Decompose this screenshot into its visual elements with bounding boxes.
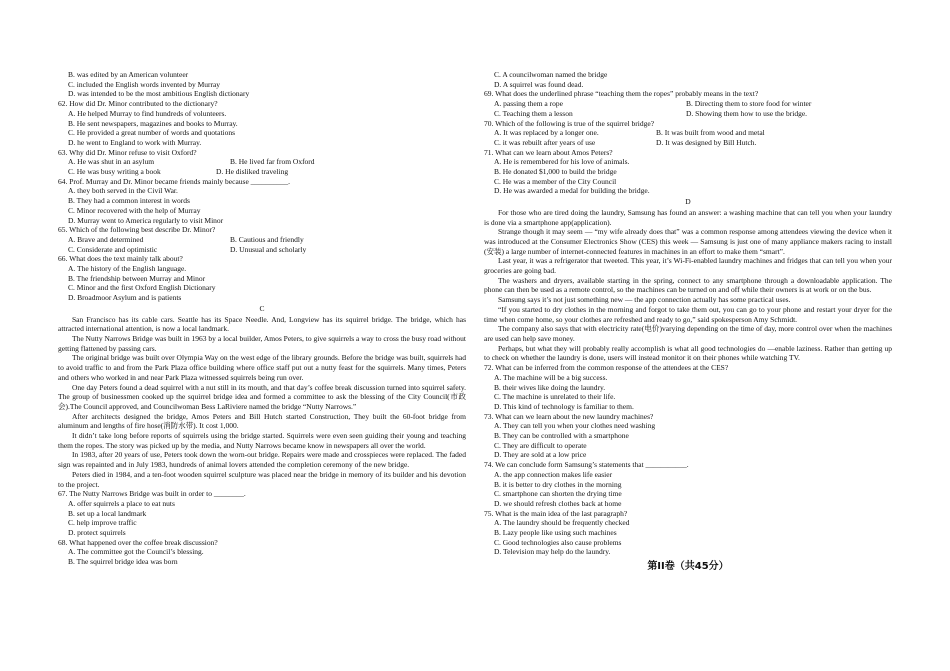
option-text: A. The machine will be a big success. xyxy=(494,372,608,382)
passage-paragraph: Perhaps, but what they will probably really accomplish is what all good technologies do —enable laziness. Rather than getting up to check on whether the laundry is done, users will instead monitor it on their phones while watching TV. xyxy=(484,343,892,363)
passage-paragraph: San Francisco has its cable cars. Seattle has its Space Needle. And, Longview has its squirrel bridge. The bridge, which has attracted international attention, is now a local landmark. xyxy=(58,314,466,334)
option-text: B. it is better to dry clothes in the morning xyxy=(494,479,622,489)
question-stem: 70. Which of the following is true of the squirrel bridge? xyxy=(484,118,655,128)
left-column xyxy=(58,70,466,567)
passage-paragraph: After architects designed the bridge, Amos Peters and Bill Hutch started Construction, They built the 60-foot bridge from aluminum and lengths of fire hose(消防水带). It cost 1,000. xyxy=(58,411,466,431)
passage-paragraph: In 1983, after 20 years of use, Peters took down the worn-out bridge. Repairs were made and crosspieces were replaced. The faded sign was repainted and in July 1983, hundreds of animal lovers attended the completion ceremony of the new bridge. xyxy=(58,450,466,470)
question-stem: 63. Why did Dr. Minor refuse to visit Oxford? xyxy=(58,147,197,157)
right-questions-top xyxy=(484,70,892,196)
passage-paragraph: The original bridge was built over Olympia Way on the west edge of the library grounds. Before the bridge was built, squirrels had to avoid traffic to and from the Park Plaza office building where office staff put out a nutty feast for the squirrels. Many times, Peters and others who worked in and near Park Plaza witnessed squirrels being run over. xyxy=(58,353,466,382)
question-stem: 65. Which of the following best describe Dr. Minor? xyxy=(58,225,216,235)
option-text: C. Teaching them a lesson xyxy=(494,108,573,118)
option-text: B. was edited by an American volunteer xyxy=(68,70,189,79)
option-text: B. He donated $1,000 to build the bridge xyxy=(494,167,617,177)
option-text: C. help improve traffic xyxy=(68,518,137,528)
passage-paragraph: It didn’t take long before reports of squirrels using the bridge started. Squirrels were even seen guiding their young and teaching them the ropes. The story was picked up by the media, and Nutty Narrows became know in newspapers all over the world. xyxy=(58,431,466,450)
option-text: C. Good technologies also cause problems xyxy=(494,537,622,547)
option-text: D. Television may help do the laundry. xyxy=(494,547,611,557)
question-stem: 74. We can conclude form Samsung’s statements that ___________. xyxy=(484,460,689,470)
passage-paragraph: Strange though it may seem — “my wife already does that” was a common response among attendees viewing the device when it was introduced at the Consumer Electronics Show (CES) this week — Samsung is just one of many appliance makers racing to install (安装) a large number of internet-connected features in machines in an effort to make them “smart”. xyxy=(484,227,892,256)
option-text: A. They can tell you when your clothes need washing xyxy=(494,421,656,431)
option-text: C. He provided a great number of words and quotations xyxy=(68,128,236,138)
option-row xyxy=(484,128,892,138)
section-c-heading: C xyxy=(259,303,265,313)
option-text: C. it was rebuilt after years of use xyxy=(494,137,596,147)
option-text: C. Minor and the first Oxford English Dictionary xyxy=(68,283,216,293)
option-text: A. The committee got the Council’s blessing. xyxy=(68,547,204,557)
option-row xyxy=(58,235,466,245)
option-text: B. They had a common interest in words xyxy=(68,196,190,206)
option-text: B. The squirrel bridge idea was born xyxy=(68,557,178,567)
option-row xyxy=(484,109,892,119)
option-text: B. The friendship between Murray and Minor xyxy=(68,273,206,283)
option-text: B. Cautious and friendly xyxy=(230,234,304,244)
question-stem: 72. What can be inferred from the common response of the attendees at the CES? xyxy=(484,363,729,373)
option-text: A. offer squirrels a place to eat nuts xyxy=(68,498,175,508)
right-questions-bottom xyxy=(484,363,892,557)
left-questions-bottom xyxy=(58,489,466,567)
question-stem: 62. How did Dr. Minor contributed to the dictionary? xyxy=(58,99,218,109)
option-text: A. Brave and determined xyxy=(68,234,144,244)
option-text: C. He was a member of the City Council xyxy=(494,176,617,186)
option-text: A. passing them a rope xyxy=(494,99,563,109)
question-stem: 68. What happened over the coffee break discussion? xyxy=(58,537,218,547)
option-row xyxy=(58,157,466,167)
question-stem: 66. What does the text mainly talk about? xyxy=(58,254,183,264)
option-text: D. He was awarded a medal for building the bridge. xyxy=(494,186,650,196)
option-text: C. The machine is unrelated to their life. xyxy=(494,392,616,402)
passage-paragraph: The washers and dryers, available starting in the spring, connect to any smartphone through a downloadable application. The phone can then be used as a remote control, so the machines can be turned on and off while their owners is at work or on the bus. xyxy=(484,275,892,295)
option-text: C. They are difficult to operate xyxy=(494,440,587,450)
option-text: D. It was designed by Bill Hutch. xyxy=(656,137,757,147)
left-questions-top xyxy=(58,70,466,303)
option-text: D. he went to England to work with Murray. xyxy=(68,137,202,147)
option-row xyxy=(484,99,892,109)
option-row xyxy=(58,167,466,177)
passage-paragraph: “If you started to dry clothes in the morning and forgot to take them out, you can go to your phone and restart your dryer for the time when come home, so your clothes are refreshed and ready to go,” said spokesperson Amy Schmidt. xyxy=(484,304,892,324)
question-stem: 69. What does the underlined phrase “teaching them the ropes” probably means in the text? xyxy=(484,89,759,99)
option-text: A. He was shut in an asylum xyxy=(68,157,155,167)
option-text: C. smartphone can shorten the drying time xyxy=(494,489,622,499)
right-column xyxy=(484,70,892,572)
question-stem: 73. What can we learn about the new laundry machines? xyxy=(484,411,654,421)
option-text: B. He lived far from Oxford xyxy=(230,157,315,167)
passage-paragraph: The Nutty Narrows Bridge was built in 1963 by a local builder, Amos Peters, to give squirrels a way to cross the busy road without getting flattened by passing cars. xyxy=(58,333,466,353)
option-row xyxy=(58,245,466,255)
option-text: C. Minor recovered with the help of Murray xyxy=(68,205,201,215)
passage-paragraph: For those who are tired doing the laundry, Samsung has found an answer: a washing machine that can tell you when your laundry is done via a smartphone app(application). xyxy=(484,207,892,227)
option-text: B. Lazy people like using such machines xyxy=(494,528,617,538)
option-text: A. He helped Murray to find hundreds of volunteers. xyxy=(68,108,227,118)
passage-paragraph: Samsung says it’s not just something new — the app connection actually has some practical uses. xyxy=(498,295,791,305)
option-text: A. they both served in the Civil War. xyxy=(68,186,178,196)
option-text: D. protect squirrels xyxy=(68,528,126,538)
option-text: D. Broadmoor Asylum and is patients xyxy=(68,293,182,303)
question-stem: 64. Prof. Murray and Dr. Minor became friends mainly because __________. xyxy=(58,176,291,186)
option-text: A. the app connection makes life easier xyxy=(494,469,613,479)
option-text: A. The laundry should be frequently checked xyxy=(494,518,630,528)
passage-paragraph: Peters died in 1984, and a ten-foot wooden squirrel sculpture was placed near the bridge in memory of its builder and his devotion to the project. xyxy=(58,469,466,489)
question-stem: 71. What can we learn about Amos Peters? xyxy=(484,147,613,157)
option-text: D. was intended to be the most ambitious English dictionary xyxy=(68,89,250,99)
option-text: A. The history of the English language. xyxy=(68,264,187,274)
option-text: D. This kind of technology is familiar to them. xyxy=(494,401,634,411)
question-stem: 75. What is the main idea of the last paragraph? xyxy=(484,508,628,518)
option-text: B. It was built from wood and metal xyxy=(656,128,765,138)
option-text: D. Unusual and scholarly xyxy=(230,244,307,254)
question-stem: 67. The Nutty Narrows Bridge was built in order to ________. xyxy=(58,489,246,499)
passage-paragraph: Last year, it was a refrigerator that tweeted. This year, it’s Wi-Fi-enabled laundry machines and fridges that can tell you when your groceries are going bad. xyxy=(484,256,892,276)
option-text: D. He disliked traveling xyxy=(216,167,289,177)
option-text: B. set up a local landmark xyxy=(68,508,147,518)
option-text: B. They can be controlled with a smartphone xyxy=(494,431,629,441)
option-text: B. He sent newspapers, magazines and books to Murray. xyxy=(68,118,238,128)
option-row xyxy=(484,138,892,148)
option-text: B. Directing them to store food for winter xyxy=(686,99,812,109)
option-text: A. He is remembered for his love of animals. xyxy=(494,157,630,167)
option-text: D. They are sold at a low price xyxy=(494,450,587,460)
section-d-heading: D xyxy=(685,197,691,207)
option-text: C. He was busy writing a book xyxy=(68,167,161,177)
option-text: D. Murray went to America regularly to visit Minor xyxy=(68,215,224,225)
option-text: D. A squirrel was found dead. xyxy=(494,79,584,89)
part-two-title: 第II卷（共45分） xyxy=(647,561,729,573)
passage-c xyxy=(58,315,466,490)
passage-paragraph: The company also says that with electricity rate(电价)varying depending on the time of day, more control over when the machines are used can help save money. xyxy=(484,324,892,343)
passage-paragraph: One day Peters found a dead squirrel with a nut still in its mouth, and that day’s coffee break discussion turned into squirrel safety. The group of businessmen cooked up the squirrel bridge idea and formed a committee to ask the blessing of the City Council(市政会).The Council approved, and Councilwoman Bess LaRiviere named the bridge “Nutty Narrows.” xyxy=(58,382,466,411)
option-text: C. A councilwoman named the bridge xyxy=(494,70,608,79)
option-text: B. their wives like doing the laundry. xyxy=(494,382,606,392)
option-text: C. Considerate and optimistic xyxy=(68,244,158,254)
passage-d xyxy=(484,208,892,363)
option-text: A. It was replaced by a longer one. xyxy=(494,128,599,138)
option-text: D. we should refresh clothes back at home xyxy=(494,498,622,508)
option-text: D. Showing them how to use the bridge. xyxy=(686,108,808,118)
option-text: C. included the English words invented by Murray xyxy=(68,79,221,89)
